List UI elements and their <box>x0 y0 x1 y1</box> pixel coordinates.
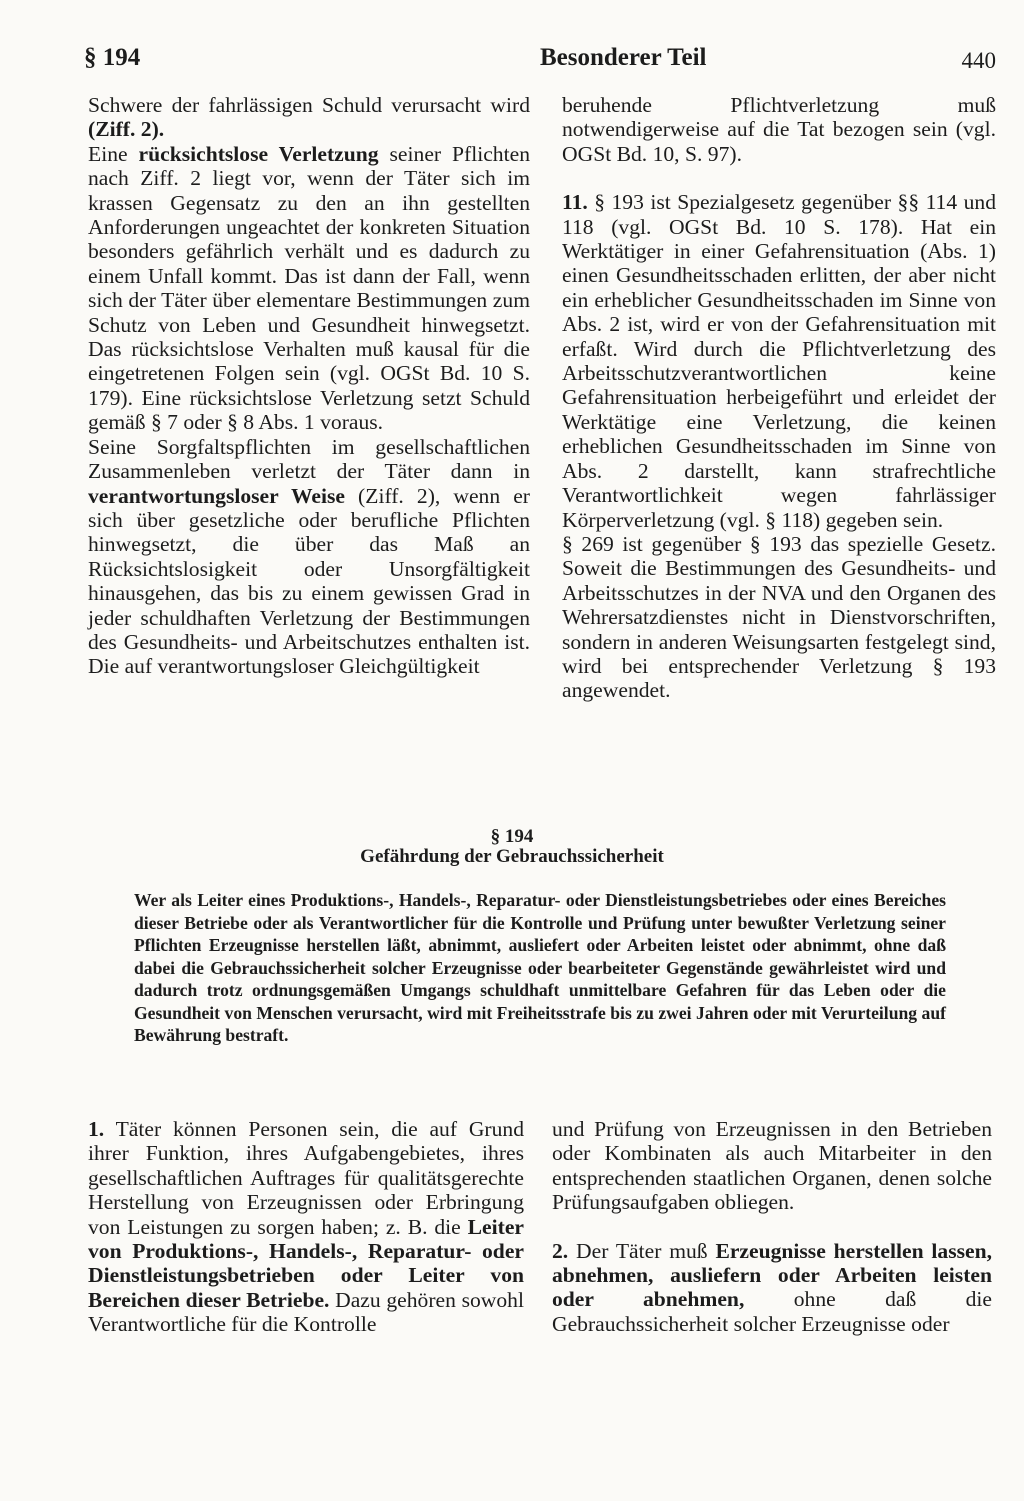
term-bold: verantwortungsloser Weise <box>88 483 345 508</box>
paragraph <box>552 1239 992 1337</box>
paragraph-text: ohne daß die Gebrauchssicherheit solcher Erzeugnisse oder <box>552 1287 993 1336</box>
paragraph: § 269 ist gegenüber § 193 das spezielle Gesetz. Soweit die Bestimmungen des Gesundheits- und Arbeitsschutzes in der NVA und den Organen des Wehrersatzdienstes nicht in Dienstvorschriften, sondern in anderen Weisungsarten festgelegt sind, wird bei entsprechender Verletzung § 193 angewendet. <box>562 531 996 703</box>
header-section-number: § 194 <box>84 44 141 71</box>
paragraph-bold: (Ziff. 2). <box>88 117 165 142</box>
header-part-title: Besonderer Teil <box>540 44 707 71</box>
page-number: 440 <box>961 48 996 73</box>
section-number: § 194 <box>490 826 534 847</box>
paragraph <box>88 1117 524 1337</box>
term-bold: rücksichtslose Verletzung <box>138 141 379 166</box>
paragraph: und Prüfung von Erzeugnissen in den Betrieben oder Kombinaten als auch Mitarbeiter in den entsprechenden staatlichen Organen, denen solche Prüfungsaufgaben obliegen. <box>552 1117 992 1215</box>
paragraph-text: Eine <box>88 141 139 166</box>
paragraph-text: Schwere der fahrlässigen Schuld verursacht wird <box>88 93 530 117</box>
term-bold: Leiter von Produktions-, Handels-, Reparatur- oder Dienstleistungsbetrieben oder Leiter von Bereichen dieser Betriebe. <box>88 1214 524 1312</box>
running-header <box>84 40 996 80</box>
paragraph: beruhende Pflichtverletzung muß notwendigerweise auf die Tat bezogen sein (vgl. OGSt Bd. 10, S. 97). <box>562 93 996 166</box>
bottom-right-column <box>552 1117 992 1336</box>
top-left-column <box>88 93 530 679</box>
paragraph-gap <box>562 166 996 190</box>
statute-text: Wer als Leiter eines Produktions-, Handels-, Reparatur- oder Dienstleistungsbetriebes oder eines Bereiches dieser Betriebe oder als Verantwortlicher für die Kontrolle und Prüfung unter bewußter Verletzung seiner Pflichten Erzeugnisse herstellen läßt, abnimmt, ausliefert oder Arbeiten leistet oder abnimmt, ohne daß dabei die Gebrauchssicherheit solcher Erzeugnisse oder bearbeiteter Gegenstände gewährleistet wird und dadurch trotz ordnungsgemäßen Umgangs schuldhaft unmittelbare Gefahren für das Leben oder die Gesundheit von Menschen verursacht, wird mit Freiheitsstrafe bis zu zwei Jahren oder mit Verurteilung auf Bewährung bestraft. <box>134 890 946 1045</box>
paragraph-text: § 193 ist Spezialgesetz gegenüber §§ 114 und 118 (vgl. OGSt Bd. 10 S. 178). Hat ein Werktätiger in einer Gefahrensituation (Abs. 1) einen Gesundheitsschaden erlitten, der aber nicht ein erheblicher Gesundheitsschaden im Sinne von Abs. 2 ist, wird er von der Gefahrensituation mit erfaßt. Wird durch die Pflichtverletzung des Arbeitsschutzverantwortlichen keine Gefahrensituation herbeigeführt und erleidet der Werktätige eine Verletzung, die keinen erheblichen Gesundheitsschaden im Sinne von Abs. 2 darstellt, kann strafrechtliche Verantwortlichkeit wegen fahrlässiger Körperverletzung (vgl. § 118) gegeben sein. <box>562 190 996 532</box>
paragraph-text: Der Täter muß <box>568 1238 716 1263</box>
top-right-column <box>562 93 996 703</box>
bottom-left-column <box>88 1117 524 1337</box>
paragraph <box>88 435 530 679</box>
paragraph <box>562 190 996 532</box>
paragraph-text: Täter können Personen sein, die auf Grund ihrer Funktion, ihres Aufgabengebietes, ihres gesellschaftlichen Auftrages für qualitätsgerechte Herstellung von Erzeugnissen oder Erbringung von Leistungen zu sorgen haben; z. B. die <box>88 1117 524 1239</box>
paragraph-text: Seine Sorgfaltspflichten im gesellschaftlichen Zusammenleben verletzt der Täter dann in <box>88 434 530 484</box>
paragraph-gap <box>552 1215 992 1239</box>
term-bold: Erzeugnisse herstellen lassen, abnehmen, ausliefern oder Arbeiten leisten oder abnehmen, <box>552 1238 992 1312</box>
paragraph-text: seiner Pflichten nach Ziff. 2 liegt vor, wenn der Täter sich im krassen Gegensatz zu den an ihn gestellten Anforderungen ungeachtet der konkreten Situation besonders gefährlich verhält und es dadurch zu einem Unfall kommt. Das ist dann der Fall, wenn sich der Täter über elementare Bestimmungen zum Schutz von Leben und Gesundheit hinwegsetzt. Das rücksichtslose Verhalten muß kausal für die eingetretenen Folgen sein (vgl. OGSt Bd. 10 S. 179). Eine rücksichtslose Verletzung setzt Schuld gemäß § 7 oder § 8 Abs. 1 voraus. <box>88 141 530 435</box>
section-title: Gefährdung der Gebrauchssicherheit <box>360 846 664 867</box>
paragraph <box>88 93 530 142</box>
paragraph-text: Dazu gehören sowohl Verantwortliche für die Kontrolle <box>88 1287 524 1337</box>
paragraph-text: (Ziff. 2), wenn er sich über gesetzliche oder berufliche Pflichten hinwegsetzt, die über das Maß an Rücksichtslosigkeit oder Unsorgfältigkeit hinausgehen, das bis zu einem gewissen Grad in jeder schuldhaften Verletzung der Bestimmungen des Gesundheits- und Arbeitschutzes enthalten ist. Die auf verantwortungsloser Gleichgültigkeit <box>88 483 530 679</box>
annotation-number: 1. <box>88 1117 105 1141</box>
annotation-number: 2. <box>552 1238 569 1263</box>
paragraph <box>88 142 530 435</box>
annotation-number: 11. <box>562 190 588 215</box>
